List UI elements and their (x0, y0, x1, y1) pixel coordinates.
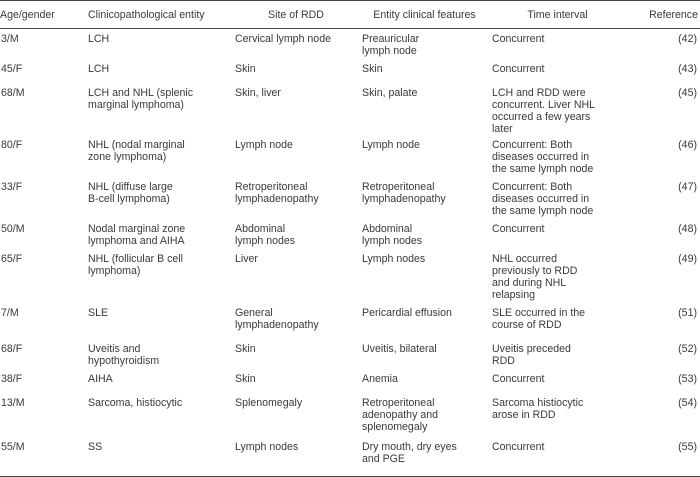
cell-age-gender-text: 55/M (1, 440, 25, 453)
cell-reference-text: (45) (678, 86, 697, 99)
cell-reference (625, 29, 700, 59)
cell-entity (88, 339, 233, 369)
cell-age-gender-text: 65/F (1, 252, 23, 265)
cell-features (359, 83, 490, 135)
cell-entity-text: LCH (88, 33, 110, 45)
cell-site-text: Skin (235, 62, 256, 75)
cell-features-text: Retroperitoneal lymphadenopathy (362, 180, 446, 205)
cell-interval-text: Concurrent (492, 372, 545, 385)
cell-features (359, 177, 490, 219)
cell-interval (490, 177, 625, 219)
cell-entity (88, 83, 233, 135)
cell-entity-text: SS (88, 440, 103, 453)
table-row (0, 59, 700, 83)
cell-features (359, 29, 490, 59)
cell-site (233, 339, 359, 369)
cell-reference (625, 135, 700, 177)
cell-reference (625, 249, 700, 303)
cell-age-gender (0, 219, 88, 249)
table-header (0, 1, 700, 29)
cell-reference (625, 59, 700, 83)
cell-features (359, 249, 490, 303)
cell-age-gender-text: 38/F (1, 372, 23, 385)
cell-entity-text: LCH and NHL (splenic marginal lymphoma) (88, 86, 194, 111)
cell-entity (88, 177, 233, 219)
cell-site-text: Abdominal lymph nodes (235, 222, 296, 247)
cell-interval-text: Uveitis preceded RDD (492, 342, 571, 367)
cell-site-text: General lymphadenopathy (235, 306, 319, 331)
cell-features (359, 339, 490, 369)
cell-age-gender-text: 68/F (1, 342, 23, 355)
header-features: Entity clinical features (359, 1, 490, 29)
cell-site (233, 135, 359, 177)
cell-features-text: Dry mouth, dry eyes and PGE (362, 440, 457, 465)
cell-reference-text: (53) (678, 372, 697, 385)
cell-reference (625, 339, 700, 369)
cell-features-text: Lymph nodes (362, 252, 426, 265)
cell-site (233, 249, 359, 303)
cell-reference-text: (43) (678, 62, 697, 75)
cell-features-text: Anemia (362, 372, 398, 385)
cell-features-text: Skin, palate (362, 86, 418, 99)
table-row (0, 177, 700, 219)
cell-interval-text: Concurrent (492, 62, 545, 75)
cell-entity (88, 303, 233, 339)
cell-interval (490, 249, 625, 303)
cell-entity (88, 369, 233, 393)
cell-reference (625, 219, 700, 249)
cell-age-gender (0, 83, 88, 135)
header-age-gender: Age/gender (0, 1, 88, 29)
cell-interval (490, 369, 625, 393)
cell-entity-text: Sarcoma, histiocytic (88, 396, 183, 409)
header-reference: Reference (625, 1, 700, 29)
cell-age-gender-text: 50/M (1, 222, 25, 235)
cell-site (233, 219, 359, 249)
cell-features (359, 219, 490, 249)
cell-interval-text: Concurrent (492, 222, 545, 235)
cell-interval (490, 135, 625, 177)
table-row (0, 369, 700, 393)
cell-age-gender-text: 33/F (1, 180, 23, 193)
table-row (0, 437, 700, 477)
cell-reference-text: (52) (678, 342, 697, 355)
cell-age-gender-text: 13/M (1, 396, 25, 409)
cell-age-gender-text: 45/F (1, 62, 23, 75)
cell-interval-text: Concurrent: Both diseases occurred in the same lymph node (492, 180, 594, 217)
cell-features (359, 393, 490, 437)
cell-age-gender (0, 303, 88, 339)
cell-site-text: Retroperitoneal lymphadenopathy (235, 180, 319, 205)
cell-reference (625, 177, 700, 219)
cell-entity (88, 249, 233, 303)
cell-reference-text: (46) (678, 138, 697, 151)
cell-interval (490, 303, 625, 339)
cell-features-text: Retroperitoneal adenopathy and splenomegaly (362, 396, 438, 433)
cell-site (233, 177, 359, 219)
cell-site-text: Skin, liver (235, 86, 281, 99)
cell-age-gender (0, 339, 88, 369)
cell-entity-text: NHL (diffuse large B-cell lymphoma) (88, 180, 173, 205)
cell-interval-text: LCH and RDD were concurrent. Liver NHL occurred a few years later (492, 86, 596, 135)
cell-interval-text: Concurrent: Both diseases occurred in the same lymph node (492, 138, 594, 175)
cell-site-text: Skin (235, 372, 256, 385)
cell-entity-text: Nodal marginal zone lymphoma and AIHA (88, 222, 186, 247)
cell-age-gender (0, 135, 88, 177)
cell-reference-text: (48) (678, 222, 697, 235)
cell-site-text: Lymph nodes (235, 440, 299, 453)
cell-reference (625, 83, 700, 135)
cell-site (233, 303, 359, 339)
cell-reference-text: (49) (678, 252, 697, 265)
cell-features-text: Pericardial effusion (362, 306, 452, 319)
cell-features-text: Abdominal lymph nodes (362, 222, 423, 247)
cell-reference (625, 303, 700, 339)
cell-features (359, 59, 490, 83)
cell-entity (88, 29, 233, 59)
cell-reference-text: (47) (678, 180, 697, 193)
cell-features (359, 303, 490, 339)
cell-entity-text: NHL (nodal marginal zone lymphoma) (88, 138, 185, 163)
cell-features-text: Uveitis, bilateral (362, 342, 437, 355)
cell-site-text: Lymph node (235, 138, 293, 151)
cell-features (359, 135, 490, 177)
cell-site-text: Skin (235, 342, 256, 355)
cell-site (233, 83, 359, 135)
cell-interval-text: Concurrent (492, 33, 545, 45)
cell-entity-text: Uveitis and hypothyroidism (88, 342, 160, 367)
cell-reference (625, 437, 700, 477)
cell-interval (490, 393, 625, 437)
cell-interval-text: SLE occurred in the course of RDD (492, 306, 586, 331)
table-row (0, 339, 700, 369)
cell-age-gender-text: 7/M (1, 306, 19, 319)
cell-entity-text: NHL (follicular B cell lymphoma) (88, 252, 183, 277)
cell-features-text: Lymph node (362, 138, 420, 151)
cell-interval (490, 219, 625, 249)
cell-entity (88, 135, 233, 177)
cell-age-gender (0, 249, 88, 303)
cell-site-text: Liver (235, 252, 258, 265)
cell-site (233, 437, 359, 477)
cell-site (233, 369, 359, 393)
header-entity: Clinicopathological entity (88, 1, 233, 29)
cell-age-gender (0, 437, 88, 477)
cell-age-gender (0, 59, 88, 83)
header-row (0, 1, 700, 29)
cell-interval (490, 29, 625, 59)
cell-interval-text: NHL occurred previously to RDD and during NHL relapsing (492, 252, 578, 301)
cell-interval (490, 83, 625, 135)
cell-interval (490, 437, 625, 477)
table-row (0, 393, 700, 437)
table-row (0, 83, 700, 135)
cell-features-text: Preauricular lymph node (362, 33, 420, 57)
cell-interval-text: Sarcoma histiocytic arose in RDD (492, 396, 584, 421)
cell-age-gender-text: 80/F (1, 138, 23, 151)
cell-site-text: Splenomegaly (235, 396, 303, 409)
cell-site-text: Cervical lymph node (235, 33, 331, 45)
cell-age-gender (0, 177, 88, 219)
cell-features-text: Skin (362, 62, 383, 75)
cell-reference (625, 369, 700, 393)
cell-reference-text: (54) (678, 396, 697, 409)
cell-reference (625, 393, 700, 437)
header-site: Site of RDD (233, 1, 359, 29)
cell-reference-text: (51) (678, 306, 697, 319)
cell-entity-text: LCH (88, 62, 110, 75)
cell-entity (88, 59, 233, 83)
table-row (0, 29, 700, 59)
table-body (0, 29, 700, 477)
cell-features (359, 437, 490, 477)
cell-reference-text: (42) (678, 33, 697, 45)
cell-entity (88, 393, 233, 437)
cell-interval (490, 59, 625, 83)
cell-interval (490, 339, 625, 369)
cell-entity (88, 437, 233, 477)
header-interval: Time interval (490, 1, 625, 29)
table-row (0, 219, 700, 249)
cell-reference-text: (55) (678, 440, 697, 453)
cell-site (233, 393, 359, 437)
table-row (0, 249, 700, 303)
cell-age-gender (0, 393, 88, 437)
cell-age-gender-text: 68/M (1, 86, 25, 99)
cell-age-gender (0, 369, 88, 393)
cell-site (233, 29, 359, 59)
cell-entity-text: SLE (88, 306, 109, 319)
cell-interval-text: Concurrent (492, 440, 545, 453)
cell-age-gender (0, 29, 88, 59)
cell-age-gender-text: 3/M (1, 33, 19, 45)
table-row (0, 303, 700, 339)
cell-entity (88, 219, 233, 249)
table-row (0, 135, 700, 177)
cell-site (233, 59, 359, 83)
cell-entity-text: AIHA (88, 372, 113, 385)
cell-features (359, 369, 490, 393)
